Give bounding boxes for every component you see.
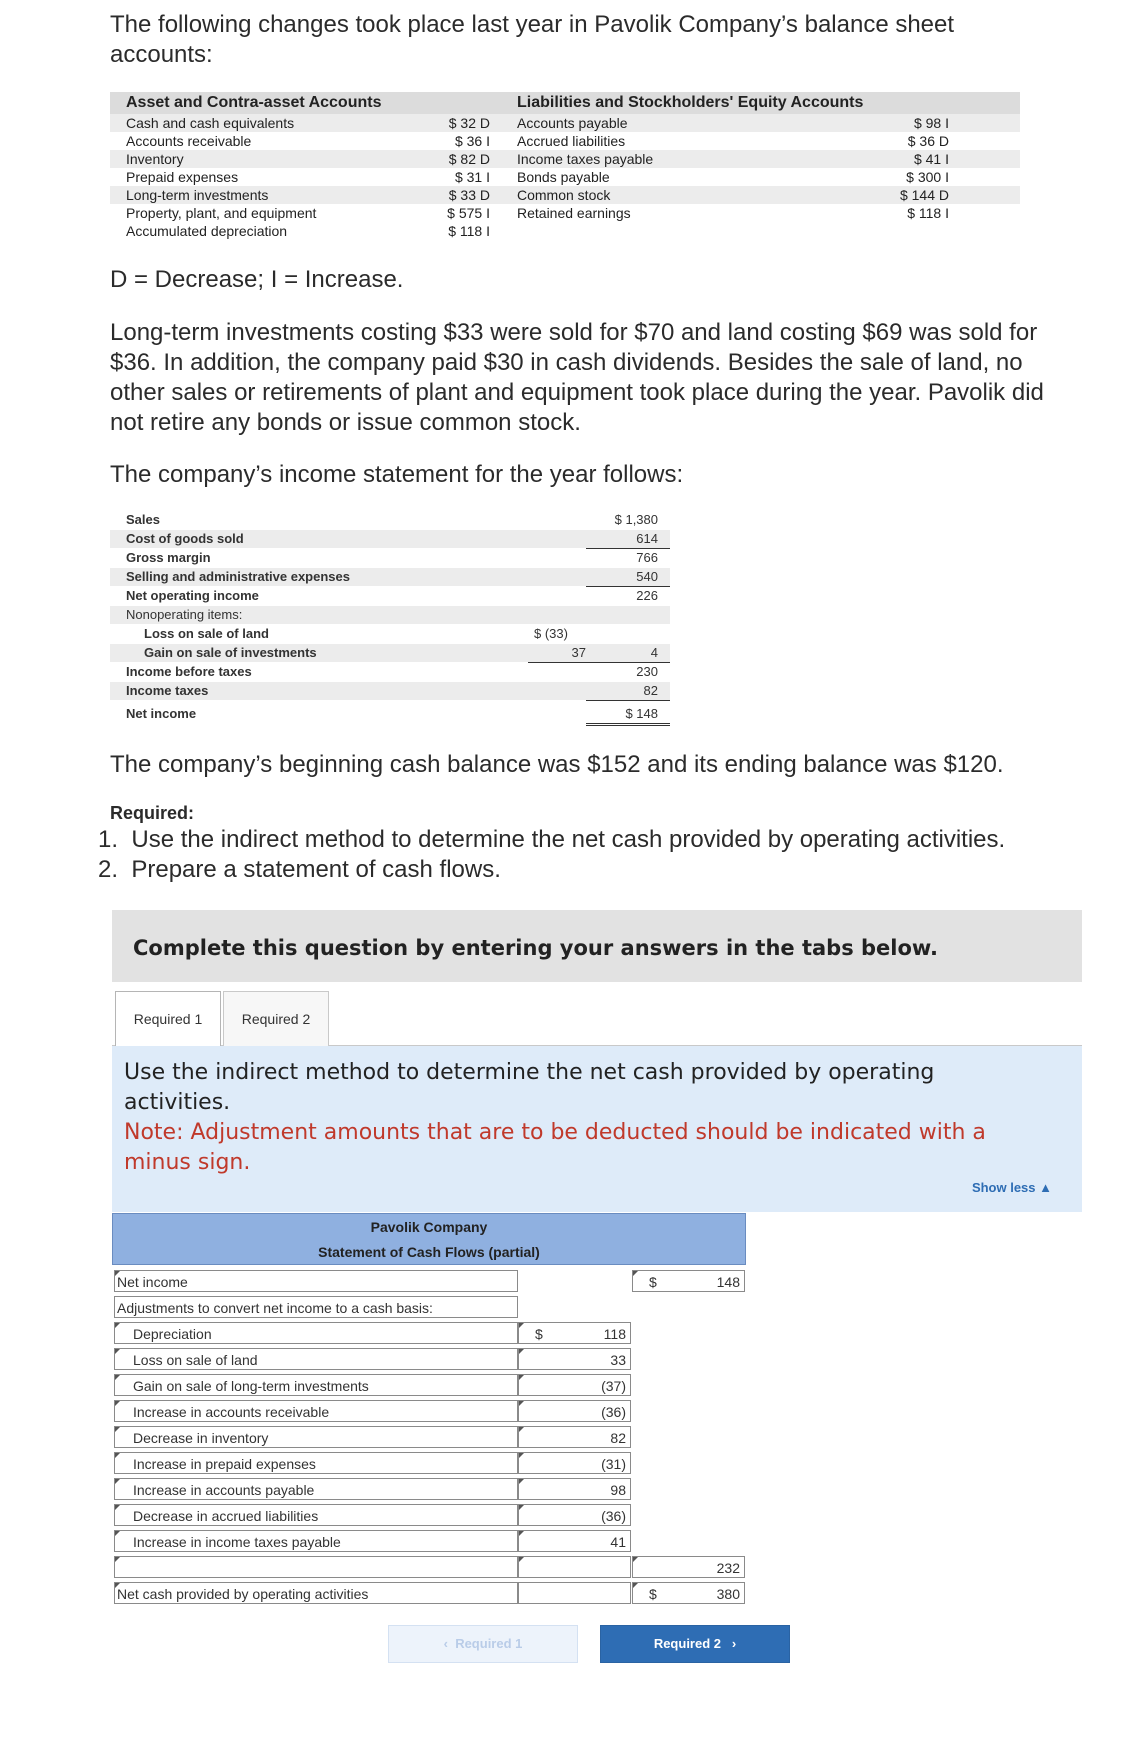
is-row: [110, 587, 670, 605]
instruction-line-1: Use the indirect method to determine the net cash provided by operating: [124, 1060, 935, 1085]
is-label: Cost of goods sold: [126, 531, 244, 546]
bs-liab-name: Accounts payable: [517, 115, 628, 131]
bs-asset-name: Accounts receivable: [126, 133, 252, 149]
cell-marker-icon: [115, 1583, 120, 1588]
bs-row: [110, 186, 1020, 204]
cell-marker-icon: [519, 1323, 524, 1328]
adjustment-label-text: Decrease in accrued liabilities: [133, 1508, 319, 1524]
net-cash-mid-cell: [518, 1582, 631, 1604]
bs-asset-name: Inventory: [126, 151, 184, 167]
cell-marker-icon: [633, 1557, 638, 1562]
bs-liab-name: Retained earnings: [517, 205, 631, 221]
cell-marker-icon: [633, 1583, 638, 1588]
legend: D = Decrease; I = Increase.: [110, 266, 404, 293]
adjustment-value: 118: [603, 1326, 626, 1342]
cell-marker-icon: [519, 1557, 524, 1562]
is-label: Sales: [126, 512, 160, 527]
is-row: [110, 625, 670, 643]
adjustment-value: (31): [601, 1456, 626, 1472]
banner: [112, 910, 1082, 982]
cell-marker-icon: [519, 1505, 524, 1510]
is-value: 4: [586, 644, 670, 663]
adjustment-label[interactable]: [114, 1504, 518, 1526]
liab-header: Liabilities and Stockholders' Equity Accounts: [517, 94, 864, 111]
is-value: 614: [586, 530, 670, 549]
adjustment-input[interactable]: [518, 1504, 631, 1526]
bs-asset-value: $ 82 D: [448, 151, 490, 167]
required-item-2: 2. Prepare a statement of cash flows.: [98, 856, 501, 883]
adjustment-label[interactable]: [114, 1452, 518, 1474]
bs-asset-name: Prepaid expenses: [126, 169, 239, 185]
is-row: [110, 511, 670, 529]
adjustment-input[interactable]: [518, 1478, 631, 1500]
cell-marker-icon: [115, 1271, 120, 1276]
is-row: [110, 663, 670, 681]
currency-symbol: $: [649, 1586, 657, 1602]
is-row: [110, 682, 670, 700]
adjustment-input[interactable]: [518, 1322, 631, 1344]
paragraph-line-1: Long-term investments costing $33 were sold for $70 and land costing $69 was sold for: [110, 319, 1038, 346]
bs-asset-value: $ 36 I: [454, 133, 490, 149]
adjustment-label-text: Loss on sale of land: [133, 1352, 258, 1368]
cell-marker-icon: [519, 1453, 524, 1458]
cell-marker-icon: [115, 1531, 120, 1536]
bs-row: [110, 132, 1020, 150]
is-row: [110, 606, 670, 624]
bs-row: [110, 114, 1020, 132]
adjustment-value: (36): [601, 1404, 626, 1420]
is-row: [110, 644, 670, 662]
balance-sheet-header: [110, 92, 1020, 114]
statement-header: [112, 1213, 746, 1265]
tab-required-1[interactable]: Required 1: [115, 991, 221, 1047]
cell-marker-icon: [633, 1271, 638, 1276]
adjustment-value: 41: [610, 1534, 626, 1550]
paragraph-line-4: not retire any bonds or issue common stock.: [110, 409, 581, 436]
cell-marker-icon: [115, 1557, 120, 1562]
is-label: Gain on sale of investments: [144, 645, 317, 660]
is-label: Net operating income: [126, 588, 259, 603]
adjustment-input[interactable]: [518, 1530, 631, 1552]
bs-asset-name: Long-term investments: [126, 187, 269, 203]
adjustment-label[interactable]: [114, 1322, 518, 1344]
adjustment-label-text: Increase in income taxes payable: [133, 1534, 341, 1550]
adjustment-value: 33: [610, 1352, 626, 1368]
adjustment-label-text: Depreciation: [133, 1326, 212, 1342]
intro-line-1: The following changes took place last year in Pavolik Company’s balance sheet: [110, 11, 955, 38]
bs-liab-value: $ 36 D: [907, 133, 949, 149]
bs-liab-name: Accrued liabilities: [517, 133, 626, 149]
bs-liab-value: $ 300 I: [906, 169, 949, 185]
chevron-right-icon: ›: [731, 1636, 737, 1651]
total-adjustments-input[interactable]: [632, 1556, 745, 1578]
adjustments-label: Adjustments to convert net income to a cash basis:: [114, 1296, 518, 1318]
adjustment-label[interactable]: [114, 1374, 518, 1396]
is-value: 540: [586, 568, 670, 587]
net-income-input[interactable]: [632, 1270, 745, 1292]
cash-balance-text: The company’s beginning cash balance was $152 and its ending balance was $120.: [110, 751, 1004, 778]
bs-liab-value: $ 118 I: [907, 205, 949, 221]
next-required-button[interactable]: [600, 1625, 790, 1663]
cell-marker-icon: [519, 1349, 524, 1354]
bs-asset-value: $ 575 I: [447, 205, 490, 221]
bs-row: [110, 204, 1020, 222]
bs-asset-value: $ 31 I: [454, 169, 490, 185]
statement-title: Statement of Cash Flows (partial): [318, 1244, 540, 1260]
is-value: 766: [636, 550, 658, 565]
total-adjustments-value: 232: [716, 1560, 740, 1576]
instruction-line-2: activities.: [124, 1090, 231, 1115]
adjustment-label[interactable]: [114, 1348, 518, 1370]
cell-marker-icon: [519, 1479, 524, 1484]
prev-button-label: Required 1: [455, 1636, 523, 1651]
net-income-label-text: Net income: [117, 1274, 188, 1290]
instruction-panel: [112, 1046, 1082, 1212]
adjustment-label[interactable]: [114, 1426, 518, 1448]
asset-header: Asset and Contra-asset Accounts: [126, 94, 382, 111]
adjustment-value: 98: [610, 1482, 626, 1498]
cell-marker-icon: [115, 1427, 120, 1432]
is-value: 37: [528, 644, 596, 663]
adjustment-label-text: Decrease in inventory: [133, 1430, 269, 1446]
cell-marker-icon: [115, 1453, 120, 1458]
is-value: $ 1,380: [614, 512, 658, 527]
currency-symbol: $: [535, 1326, 543, 1342]
next-button-label: Required 2: [653, 1636, 721, 1651]
net-income-value: 148: [716, 1274, 740, 1290]
cell-marker-icon: [519, 1531, 524, 1536]
is-label: Selling and administrative expenses: [126, 569, 350, 584]
note-line-1: Note: Adjustment amounts that are to be deducted should be indicated with a: [124, 1120, 986, 1145]
required-title: Required:: [110, 803, 195, 823]
is-value: $ (33): [534, 626, 568, 641]
is-value: 230: [636, 664, 658, 679]
cell-marker-icon: [115, 1505, 120, 1510]
is-value: 226: [636, 588, 658, 603]
adjustment-label[interactable]: [114, 1530, 518, 1552]
is-row: [110, 568, 670, 586]
adjustment-label-text: Increase in accounts payable: [133, 1482, 315, 1498]
bs-liab-value: $ 144 D: [899, 187, 949, 203]
blank-label-input[interactable]: [114, 1556, 518, 1578]
net-cash-value: 380: [716, 1586, 740, 1602]
note-line-2: minus sign.: [124, 1150, 251, 1175]
bs-row: [110, 222, 550, 240]
cell-marker-icon: [115, 1375, 120, 1380]
is-value: $ 148: [586, 705, 670, 726]
adjustment-input[interactable]: [518, 1400, 631, 1422]
adjustment-input[interactable]: [518, 1452, 631, 1474]
cell-marker-icon: [115, 1479, 120, 1484]
adjustment-label-text: Increase in accounts receivable: [133, 1404, 330, 1420]
show-less-toggle[interactable]: Show less ▲: [971, 1180, 1052, 1195]
bs-asset-value: $ 32 D: [448, 115, 490, 131]
bs-liab-value: $ 41 I: [913, 151, 949, 167]
bs-row: [110, 150, 1020, 168]
is-row: [110, 549, 670, 567]
paragraph-line-3: other sales or retirements of plant and equipment took place during the year. Pavolik did: [110, 379, 1044, 406]
required-item-2-text: Prepare a statement of cash flows.: [131, 856, 501, 883]
banner-text: Complete this question by entering your answers in the tabs below.: [133, 936, 938, 960]
adjustment-value: 82: [610, 1430, 626, 1446]
adjustment-label-text: Gain on sale of long-term investments: [133, 1378, 369, 1394]
paragraph-line-2: $36. In addition, the company paid $30 in cash dividends. Besides the sale of land, no: [110, 349, 1023, 376]
cell-marker-icon: [115, 1323, 120, 1328]
net-income-label[interactable]: [114, 1270, 518, 1292]
bs-liab-name: Common stock: [517, 187, 611, 203]
blank-amount-input[interactable]: [518, 1556, 631, 1578]
bs-asset-value: $ 118 I: [448, 223, 490, 239]
adjustment-value: (36): [601, 1508, 626, 1524]
is-label: Nonoperating items:: [126, 607, 243, 622]
adjustment-label-text: Increase in prepaid expenses: [133, 1456, 316, 1472]
prev-required-button[interactable]: [388, 1625, 578, 1663]
chevron-left-icon: ‹: [443, 1636, 448, 1651]
is-label: Income taxes: [126, 683, 209, 698]
cell-marker-icon: [519, 1375, 524, 1380]
cell-marker-icon: [519, 1427, 524, 1432]
adjustment-input[interactable]: [518, 1348, 631, 1370]
is-label: Loss on sale of land: [144, 626, 269, 641]
bs-asset-value: $ 33 D: [448, 187, 490, 203]
bs-asset-name: Property, plant, and equipment: [126, 205, 317, 221]
cell-marker-icon: [115, 1349, 120, 1354]
is-label: Income before taxes: [126, 664, 252, 679]
bs-liab-name: Income taxes payable: [517, 151, 654, 167]
is-label: Gross margin: [126, 550, 211, 565]
is-label: Net income: [126, 706, 197, 721]
statement-company: Pavolik Company: [370, 1219, 488, 1235]
bs-liab-value: $ 98 I: [913, 115, 949, 131]
cell-marker-icon: [115, 1401, 120, 1406]
bs-liab-name: Bonds payable: [517, 169, 610, 185]
required-item-1-text: Use the indirect method to determine the net cash provided by operating activities.: [131, 826, 1006, 853]
required-item-1: 1. Use the indirect method to determine the net cash provided by operating activities.: [98, 826, 1006, 853]
bs-asset-name: Accumulated depreciation: [126, 223, 288, 239]
intro-line-2: accounts:: [110, 41, 213, 68]
net-cash-input[interactable]: [632, 1582, 745, 1604]
bs-row: [110, 168, 1020, 186]
tab-required-2[interactable]: Required 2: [223, 991, 329, 1047]
is-row: [110, 530, 670, 548]
adjustment-label[interactable]: [114, 1400, 518, 1422]
is-row: [110, 705, 670, 723]
currency-symbol: $: [649, 1274, 657, 1290]
bs-asset-name: Cash and cash equivalents: [126, 115, 295, 131]
adjustment-value: (37): [601, 1378, 626, 1394]
adjustment-input[interactable]: [518, 1426, 631, 1448]
is-value: 82: [586, 682, 670, 701]
income-intro: The company’s income statement for the year follows:: [110, 461, 684, 488]
net-cash-label[interactable]: [114, 1582, 518, 1604]
net-cash-label-text: Net cash provided by operating activities: [117, 1586, 369, 1602]
adjustment-input[interactable]: [518, 1374, 631, 1396]
adjustment-label[interactable]: [114, 1478, 518, 1500]
cell-marker-icon: [519, 1401, 524, 1406]
